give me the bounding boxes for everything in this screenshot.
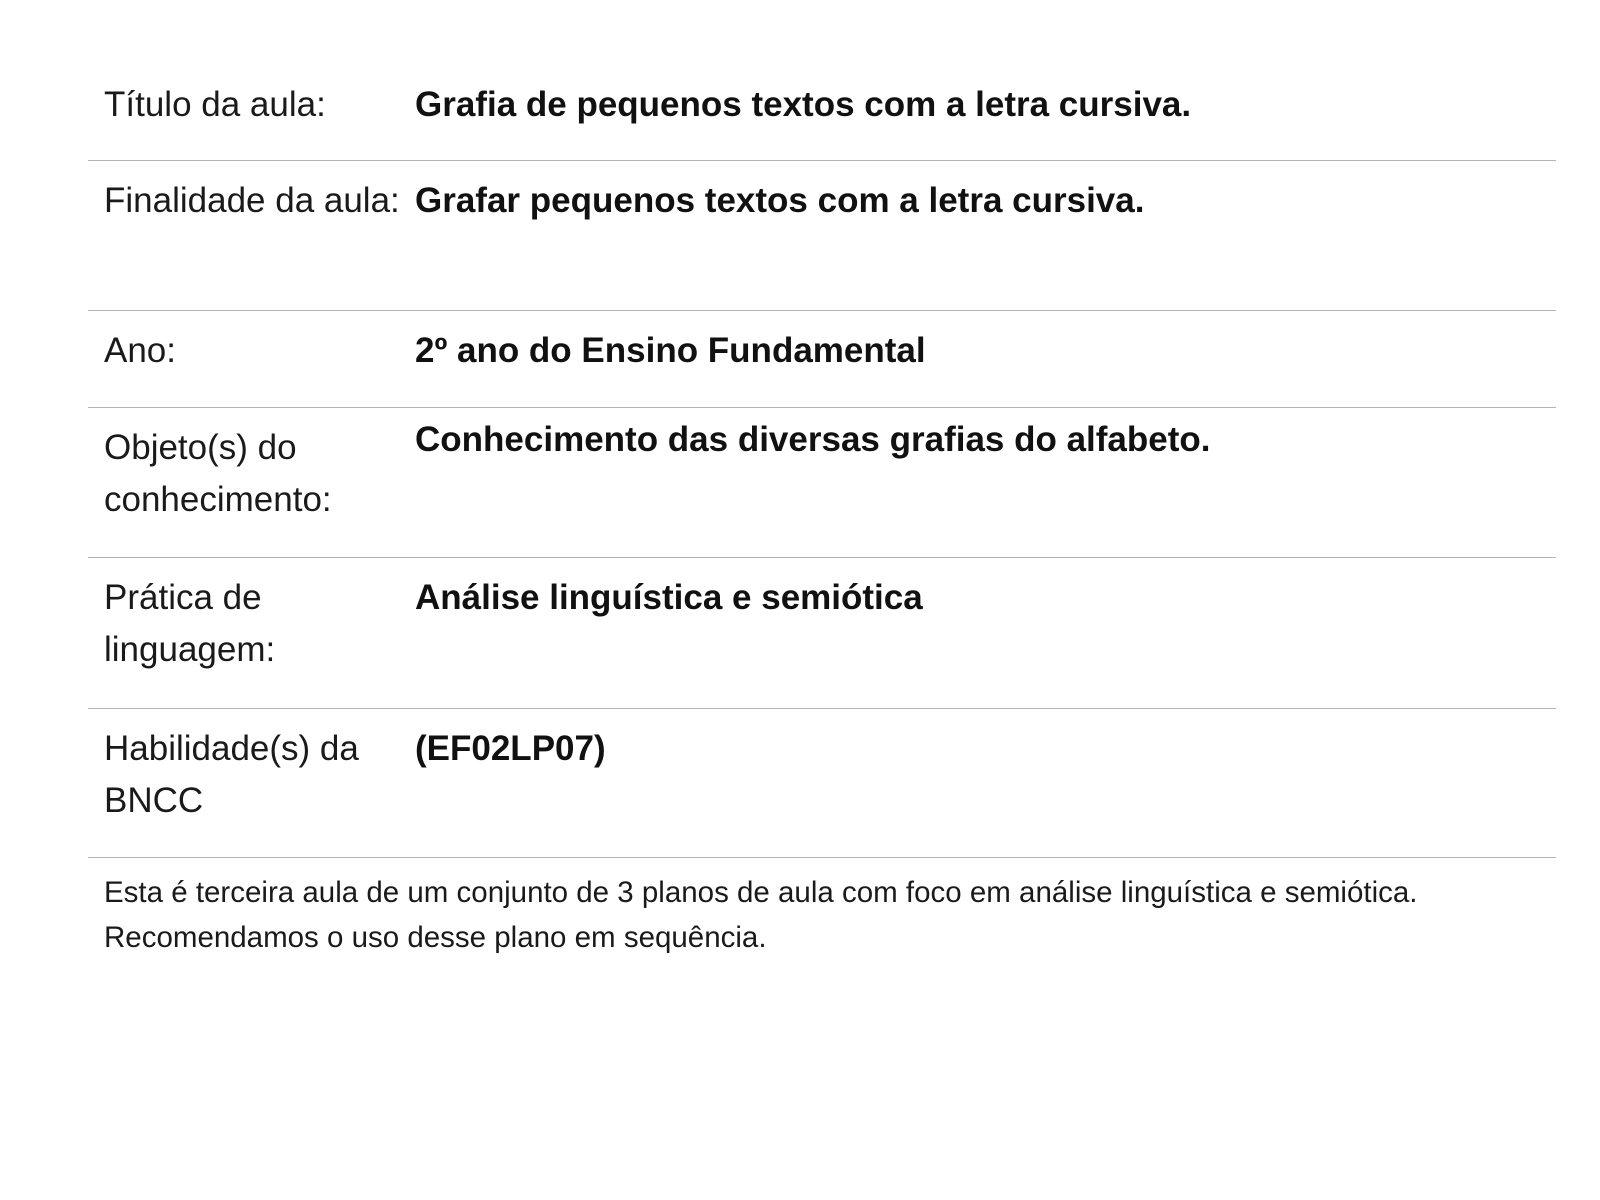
- info-value-purpose: Grafar pequenos textos com a letra cursiva.: [415, 181, 1145, 220]
- info-label-bncc-skill: Habilidade(s) da BNCC: [104, 729, 359, 820]
- info-value-language-practice: Análise linguística e semiótica: [415, 578, 923, 617]
- info-value-year: 2º ano do Ensino Fundamental: [415, 331, 926, 370]
- lesson-info-table: [88, 65, 1556, 858]
- info-value-bncc-skill: (EF02LP07): [415, 729, 606, 768]
- info-row-language-practice: [88, 558, 1556, 709]
- info-value-knowledge-object: Conhecimento das diversas grafias do alfabeto.: [415, 420, 1211, 459]
- info-row-purpose: [88, 161, 1556, 311]
- info-label-title: Título da aula:: [104, 85, 326, 124]
- info-label-knowledge-object: Objeto(s) do conhecimento:: [104, 428, 332, 519]
- info-row-knowledge-object: [88, 408, 1556, 558]
- info-row-title: [88, 65, 1556, 161]
- info-row-bncc-skill: [88, 709, 1556, 858]
- info-label-language-practice: Prática de linguagem:: [104, 578, 276, 669]
- info-label-purpose: Finalidade da aula:: [104, 181, 400, 220]
- info-value-title: Grafia de pequenos textos com a letra cursiva.: [415, 85, 1192, 124]
- info-row-year: [88, 311, 1556, 408]
- sequence-footnote: Esta é terceira aula de um conjunto de 3 planos de aula com foco em análise linguística e semiótica. Recomendamos o uso desse plano em sequência.: [104, 876, 1418, 954]
- info-label-year: Ano:: [104, 331, 176, 370]
